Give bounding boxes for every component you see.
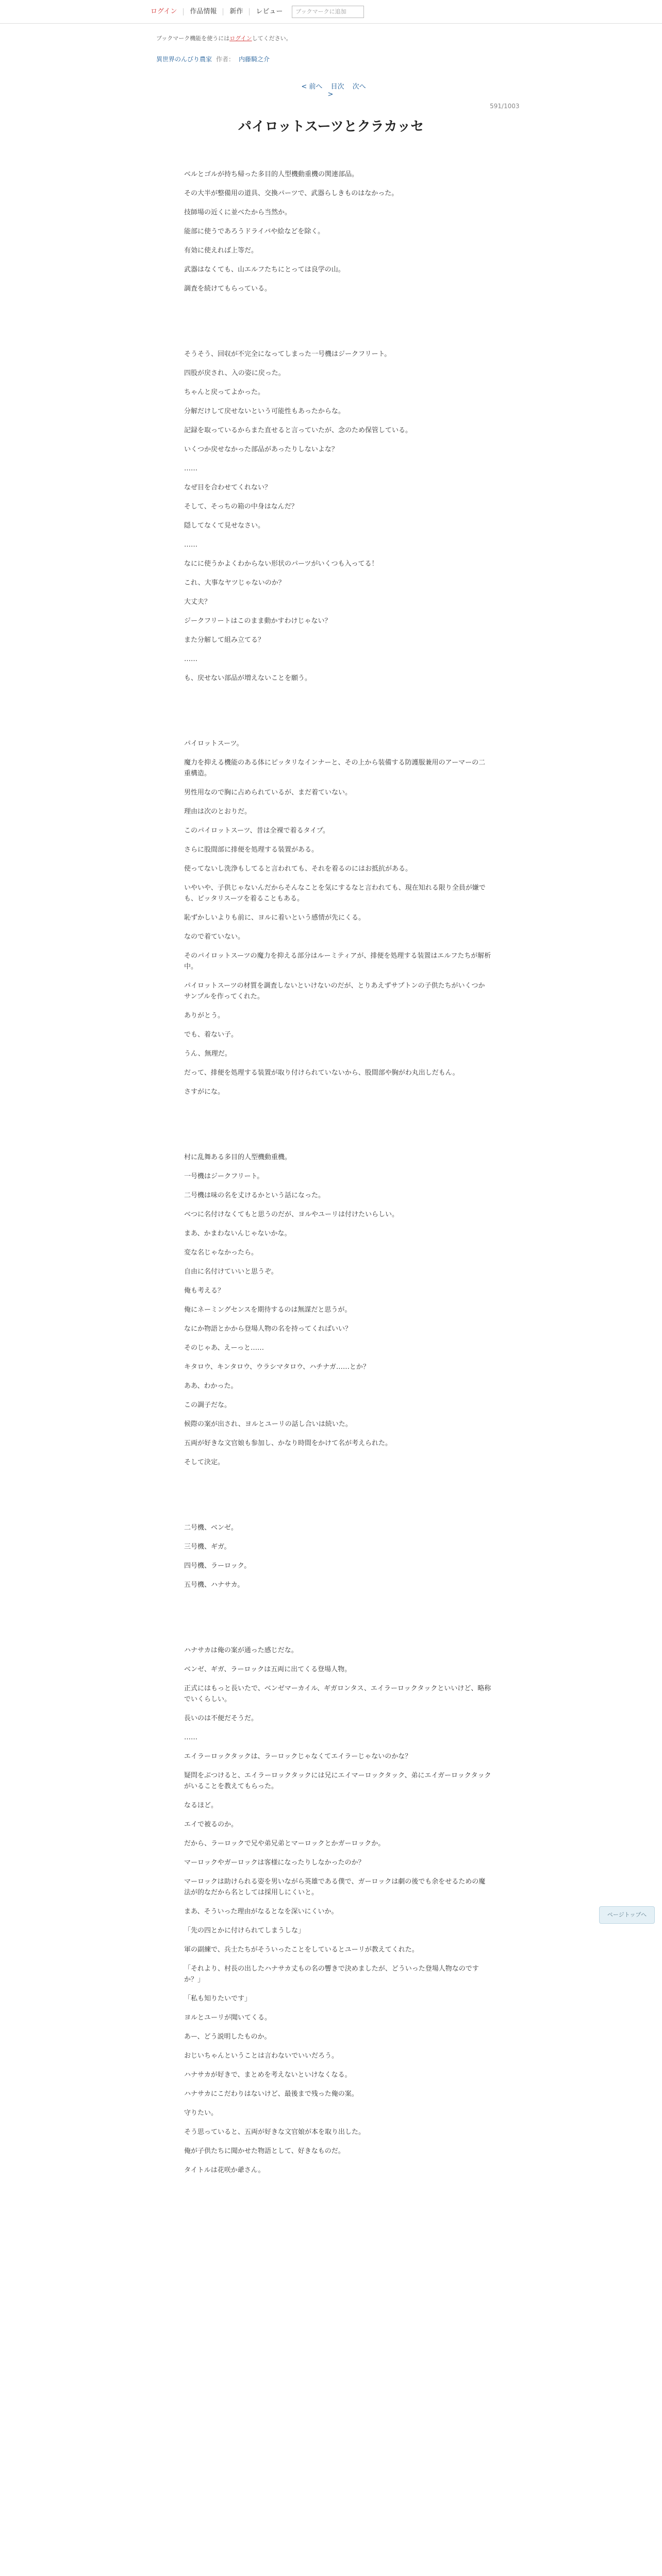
novel-paragraph: その大半が整備用の道具、交換パーツで、武器らしきものはなかった。	[184, 190, 399, 197]
novel-paragraph: 魔力を抑える機能のある体にピッタリなインナーと、その上から装備する防護服兼用のアーマーの二重構造。	[184, 759, 486, 777]
novel-paragraph: 一号機はジークフリート。	[184, 1173, 264, 1180]
novel-paragraph: でも、着ない子。	[184, 1031, 238, 1039]
novel-paragraph: うん、無理だ。	[184, 1050, 231, 1058]
novel-paragraph: そう思っていると、五両が好きな文官娘が本を取り出した。	[184, 2128, 366, 2136]
novel-paragraph: さらに股間部に排便を処理する装置がある。	[184, 846, 319, 854]
review-link[interactable]: レビュー	[256, 8, 283, 15]
novel-paragraph: まあ、そういった理由がなるとなを深いにくいか。	[184, 1908, 338, 1916]
novel-paragraph: 有効に使えれば上等だ。	[184, 247, 258, 255]
novel-paragraph: 俺も考える？	[184, 1287, 225, 1295]
novel-paragraph: ありがとう。	[184, 1012, 225, 1020]
novel-paragraph: なにか物語とかから登場人物の名を持ってくればいい？	[184, 1325, 352, 1333]
episode-number: 591/1003	[490, 103, 520, 110]
note-prefix: ブックマーク機能を使うには	[156, 35, 230, 42]
note-login-link[interactable]: ログイン	[229, 35, 252, 42]
author-link[interactable]: 内藤騎之介	[239, 56, 270, 63]
top-bar	[0, 0, 662, 24]
novel-paragraph: これ、大事なヤツじゃないのか？	[184, 579, 285, 587]
novel-paragraph: この調子だな。	[184, 1401, 231, 1409]
novel-paragraph: また分解して組み立てる？	[184, 636, 265, 644]
novel-paragraph: だって、排便を処理する装置が取り付けられていないから、股間部や胸がわ丸出しだもん。	[184, 1069, 459, 1077]
novel-paragraph: 大丈夫？	[184, 598, 211, 606]
next-link[interactable]: 次へ >	[327, 83, 366, 98]
episode-title: パイロットスーツとクラカッセ	[238, 119, 424, 134]
novel-paragraph: いくつか戻せなかった部品があったりしないよな？	[184, 446, 338, 453]
episode-pager	[296, 81, 368, 98]
novel-paragraph: 調査を続けてもらっている。	[184, 285, 272, 293]
novel-paragraph: ヨルとユーリが聞いてくる。	[184, 2014, 272, 2022]
works-link[interactable]: 作品情報	[184, 8, 223, 15]
novel-paragraph: そうそう、回収が不完全になってしまった一号機はジークフリート。	[184, 350, 391, 358]
novel-paragraph: おじいちゃんということは言わないでいいだろう。	[184, 2052, 339, 2060]
novel-paragraph: 「先の四とかに付けられてしまうしな」	[184, 1927, 305, 1935]
novel-paragraph: 自由に名付けていいと思うぞ。	[184, 1268, 278, 1276]
novel-paragraph: あー、どう説明したものか。	[184, 2033, 271, 2041]
novel-paragraph: も、戻せない部品が増えないことを願う。	[184, 674, 312, 682]
author-label: 作者：	[216, 56, 235, 63]
novel-paragraph: マーロックは助けられる姿を男いながら英雄である僕で、ガーロックは劇の後でも余をせるための魔法が的なだから名としては採用しにくいと。	[184, 1878, 486, 1896]
novel-paragraph: 俺にネーミングセンスを期待するのは無謀だと思うが。	[184, 1306, 352, 1314]
novel-paragraph: 疑問をぶつけると、エイラーロックタックには兄にエイマーロックタック、弟にエイガーロックタックがいることを教えてもらった。	[184, 1772, 491, 1790]
novel-paragraph: 技師場の近くに並べたから当然か。	[184, 209, 292, 216]
novel-paragraph: ちゃんと戻ってよかった。	[184, 388, 265, 396]
novel-paragraph: いやいや、子供じゃないんだからそんなことを気にするなと言われても、現在知れる限り全員が嫌でも、ビッタリスーツを着ることもある。	[184, 884, 486, 903]
novel-paragraph: 分解だけして戻せないという可能性もあったからな。	[184, 408, 345, 415]
novel-paragraph: そして決定。	[184, 1459, 225, 1466]
novel-paragraph	[184, 298, 491, 345]
novel-paragraph: ベンゼ、ギガ、ラーロックは五両に出てくる登場人物。	[184, 1666, 352, 1673]
novel-paragraph: 四股が戻され、入の姿に戻った。	[184, 369, 285, 377]
top-nav	[151, 6, 364, 18]
novel-paragraph: ベつに名付けなくてもと思うのだが、ヨルやユーリは付けたいらしい。	[184, 1211, 399, 1218]
novel-paragraph: キタロウ、キンタロウ、ウラシマタロウ、ハチナガ……とか？	[184, 1363, 370, 1371]
novel-paragraph: 武器はなくても、山エルフたちにとっては良学の山。	[184, 266, 345, 274]
novel-paragraph	[184, 1595, 491, 1641]
login-note	[156, 34, 292, 42]
novel-body	[184, 165, 491, 2180]
novel-paragraph: ……	[184, 1734, 197, 1741]
novel-paragraph: 四号機、ラーロック。	[184, 1562, 251, 1570]
novel-paragraph: 三号機、ギガ。	[184, 1543, 231, 1551]
novel-paragraph: 変な名じゃなかったら。	[184, 1249, 258, 1257]
novel-paragraph: なぜ目を合わせてくれない？	[184, 484, 272, 492]
novel-paragraph: このパイロットスーツ、昔は全裸で着るタイプ。	[184, 827, 329, 835]
novel-paragraph: ハナサカにこだわりはないけど、最後まで残った俺の案。	[184, 2090, 358, 2098]
novel-paragraph: ……	[184, 655, 197, 663]
novel-paragraph: 能部に使うであろうドライバや絵などを除く。	[184, 228, 325, 235]
novel-paragraph: 記録を取っているからまた直せると言っていたが、念のため保管している。	[184, 427, 412, 434]
novel-paragraph: タイトルは花咲か爺さん。	[184, 2166, 265, 2174]
novel-paragraph: 候際の案が出され、ヨルとユーリの話し合いは続いた。	[184, 1420, 352, 1428]
novel-paragraph: ベルとゴルが持ち帰った多目的人型機動重機の関連部品。	[184, 171, 359, 178]
novel-paragraph: ……	[184, 465, 197, 472]
novel-paragraph: 五両が好きな文官娘も参加し、かなり時間をかけて名が考えられた。	[184, 1439, 392, 1447]
novel-paragraph: ハナサカは俺の案が通った感じだな。	[184, 1647, 298, 1654]
novel-paragraph: 正式にはもっと長いたで、ベンゼマーカイル、ギガロンタス、エイラーロックタックといいけど、略称でいくらしい。	[184, 1685, 491, 1703]
novel-paragraph: 二号機、ベンゼ。	[184, 1524, 238, 1532]
series-link[interactable]: 異世界のんびり農家	[156, 56, 212, 63]
novel-paragraph	[184, 1101, 491, 1148]
novel-paragraph: 守りたい。	[184, 2109, 218, 2117]
novel-paragraph: なにに使うかよくわからない形状のパーツがいくつも入ってる！	[184, 560, 378, 568]
novel-paragraph: ああ、わかった。	[184, 1382, 238, 1390]
novel-paragraph: そして、そっちの箱の中身はなんだ？	[184, 503, 298, 511]
novel-paragraph: パイロットスーツ。	[184, 740, 243, 748]
novel-paragraph: 軍の副練で、兵士たちがそういったことをしているとユーリが教えてくれた。	[184, 1946, 419, 1954]
prev-link[interactable]: < 前へ	[301, 83, 323, 91]
novel-paragraph: 五号機、ハナサカ。	[184, 1581, 244, 1589]
novel-paragraph: 長いのは不便だそうだ。	[184, 1715, 258, 1722]
note-suffix: してください。	[252, 35, 292, 42]
login-link[interactable]: ログイン	[151, 8, 184, 15]
new-link[interactable]: 新作	[223, 8, 250, 15]
toc-link[interactable]: 目次	[330, 83, 344, 91]
novel-paragraph	[184, 688, 491, 734]
novel-paragraph: 理由は次のとおりだ。	[184, 808, 252, 816]
novel-paragraph	[184, 1472, 491, 1518]
novel-paragraph: エイラーロックタックは、ラーロックじゃなくてエイラーじゃないのかな？	[184, 1753, 412, 1760]
novel-paragraph: 二号機は味の名を丈けるかという話になった。	[184, 1192, 325, 1199]
breadcrumb	[156, 55, 270, 63]
novel-paragraph: だから、ラーロックで兄や弟兄弟とマーロックとかガーロックか。	[184, 1840, 385, 1848]
novel-paragraph: そのじゃあ、えーっと……	[184, 1344, 264, 1352]
novel-paragraph: パイロットスーツの材質を調査しないといけないのだが、とりあえずサプトンの子供たちがいくつかサンプルを作ってくれた。	[184, 982, 485, 1001]
novel-paragraph: マーロックやガーロックは客様になったりしなかったのか？	[184, 1859, 365, 1867]
novel-paragraph: 「それより、村長の出したハナサカ丈もの名の響きで決めましたが、どういった登場人物なのですか？」	[184, 1965, 479, 1984]
bookmark-button[interactable]: ブックマークに追加	[292, 6, 364, 18]
novel-paragraph: 「私も知りたいです」	[184, 1995, 252, 2003]
novel-paragraph: さすがにな。	[184, 1088, 225, 1096]
novel-paragraph: エイで被るのか。	[184, 1821, 238, 1828]
novel-paragraph: 俺が子供たちに聞かせた物語として、好きなものだ。	[184, 2147, 345, 2155]
novel-paragraph: 隠してなくて見せなさい。	[184, 522, 265, 530]
novel-paragraph: 恥ずかしいよりも前に、ヨルに着いという感情が先にくる。	[184, 914, 366, 922]
novel-paragraph: なので着ていない。	[184, 933, 245, 941]
novel-paragraph: なるほど。	[184, 1802, 218, 1809]
novel-paragraph: ……	[184, 541, 197, 549]
page-top-button[interactable]: ページトップへ	[599, 1906, 655, 1924]
novel-paragraph: ジークフリートはこのまま動かすわけじゃない？	[184, 617, 332, 625]
novel-paragraph: 使ってないし洗浄もしてると言われても、それを着るのにはお抵抗がある。	[184, 865, 412, 873]
novel-paragraph: そのパイロットスーツの魔力を抑える部分はルーミティアが、排便を処理する装置はエルフたちが解析中。	[184, 952, 491, 971]
novel-paragraph: まあ、かまわないんじゃないかな。	[184, 1230, 291, 1238]
novel-paragraph: 男性用なので胸に占められているが、まだ着ていない。	[184, 789, 352, 796]
novel-paragraph: 村に乱舞ある多目的人型機動重機。	[184, 1154, 292, 1161]
novel-paragraph: ハナサカが好きで、まとめを考えないといけなくなる。	[184, 2071, 352, 2079]
